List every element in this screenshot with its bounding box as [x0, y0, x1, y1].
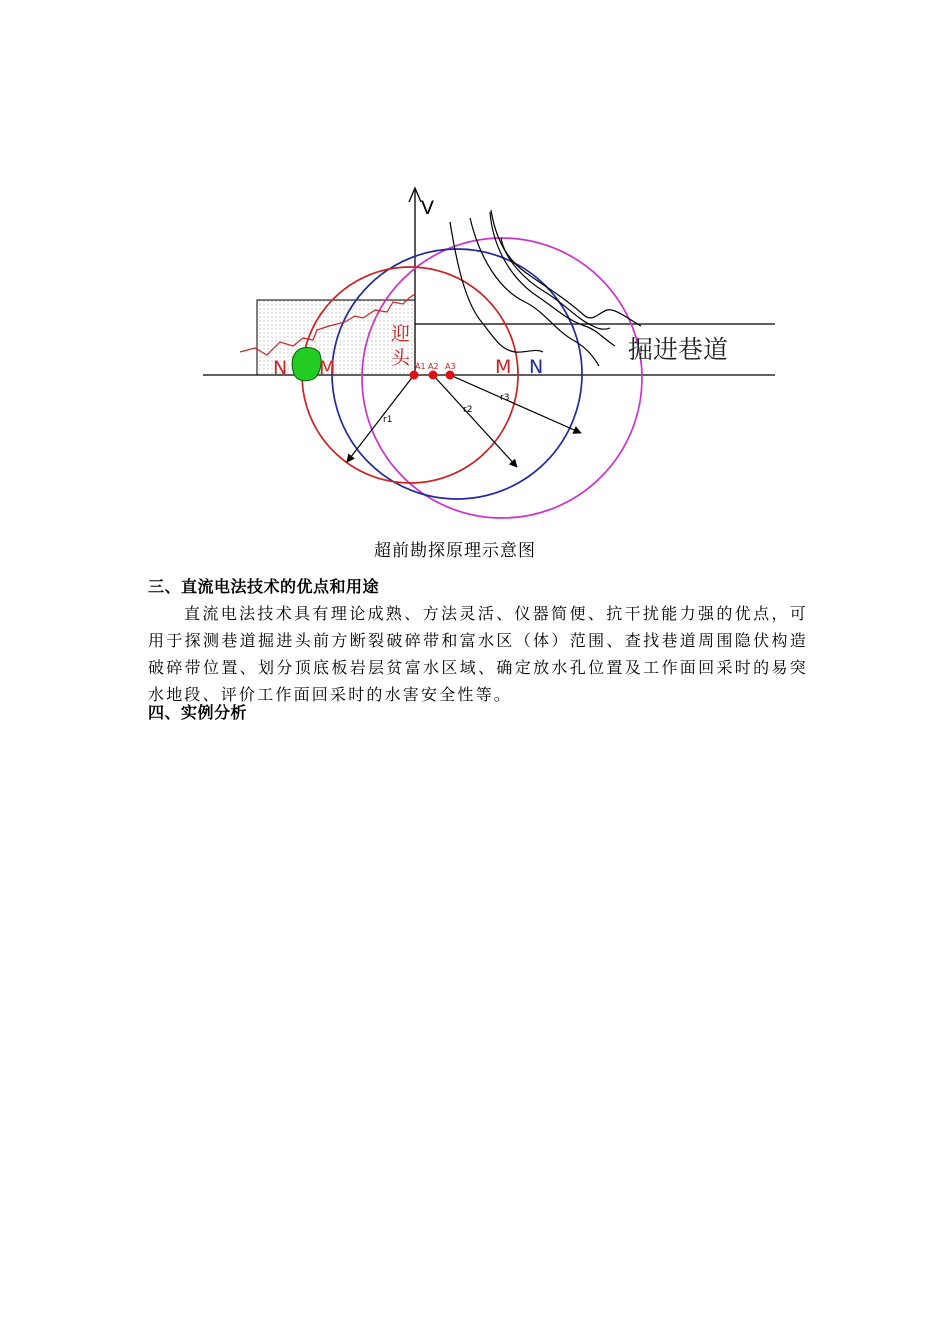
source-point-a3 [446, 371, 455, 380]
source-point-a1 [410, 371, 419, 380]
radius-r1-label: r1 [383, 415, 393, 425]
section-heading-example: 四、实例分析 [148, 703, 248, 722]
source-point-a2 [429, 371, 438, 380]
magenta-circle [362, 238, 642, 518]
radius-r2-label: r2 [463, 405, 473, 415]
tunnel-label: 掘进巷道 [628, 335, 729, 364]
electrode-label-right-n: N [529, 356, 544, 378]
source-label-a3: A3 [445, 362, 456, 371]
electrode-label-left-m: M [319, 357, 336, 379]
advance-detection-diagram [195, 180, 785, 525]
figure-caption: 超前勘探原理示意图 [374, 541, 536, 561]
radius-r2-arrow [433, 375, 517, 467]
potential-curve-2 [470, 218, 599, 366]
potential-curve-5 [491, 210, 641, 326]
source-label-a1: A1 [415, 362, 426, 371]
electrode-label-left-n: N [273, 357, 288, 379]
electrode-label-right-m: M [495, 356, 512, 378]
green-anomaly [292, 348, 321, 381]
v-axis-label: V [421, 197, 434, 219]
section-body-advantages: 直流电法技术具有理论成熟、方法灵活、仪器简便、抗干扰能力强的优点，可用于探测巷道掘进头前方断裂破碎带和富水区（体）范围、查找巷道周围隐伏构造破碎带位置、划分顶底板岩层贫富水区域、确定放水孔位置及工作面回采时的易突水地段、评价工作面回采时的水害安全性等。 [148, 604, 808, 704]
section-heading-advantages: 三、直流电法技术的优点和用途 [148, 577, 380, 596]
face-label: 迎 头 [391, 323, 411, 369]
potential-curve-4 [501, 238, 610, 329]
radius-r3-label: r3 [500, 393, 510, 403]
radius-r3-arrow [450, 375, 581, 433]
source-label-a2: A2 [428, 362, 439, 371]
potential-curve-3 [490, 212, 615, 346]
